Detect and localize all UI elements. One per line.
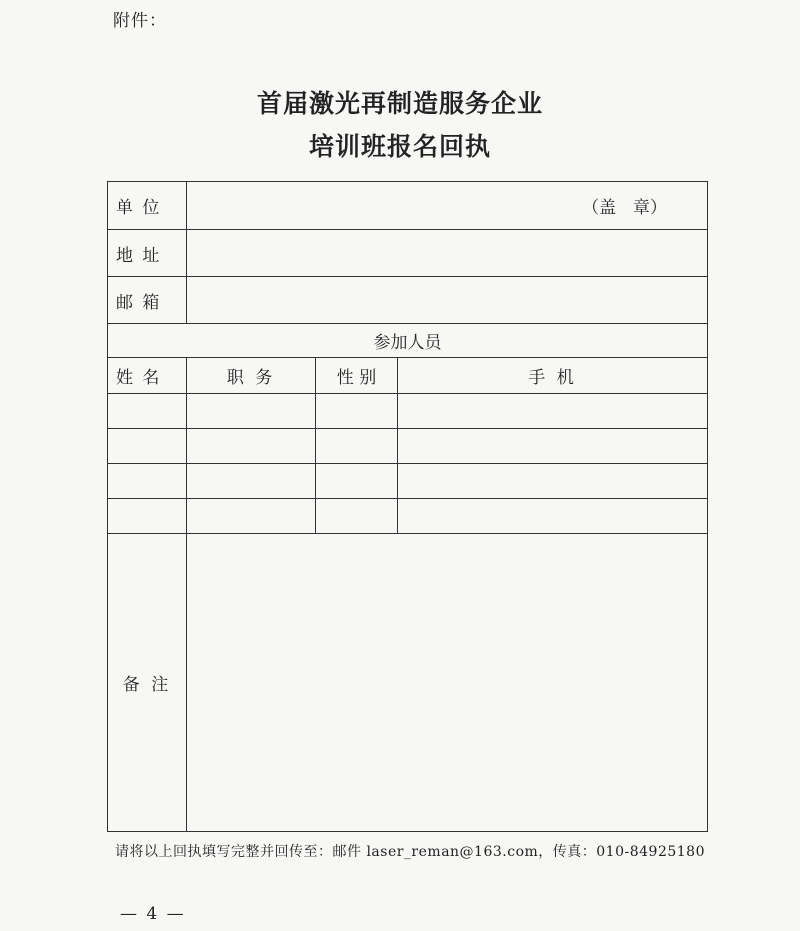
registration-form-table [107,181,708,832]
remarks-label: 备 注 [108,534,187,832]
submission-note: 请将以上回执填写完整并回传至：邮件 laser_reman@163.com，传真：010-84925180 [115,844,705,860]
address-row [108,230,708,277]
address-label: 地 址 [108,230,187,277]
postcode-label: 邮 箱 [108,277,187,324]
attachment-label: 附件： [113,11,167,31]
gender-cell[interactable] [316,499,398,534]
page-number: — 4 — [120,904,186,924]
name-cell[interactable] [108,499,187,534]
name-cell[interactable] [108,464,187,499]
participant-row [108,464,708,499]
mobile-cell[interactable] [398,464,708,499]
participant-row [108,499,708,534]
position-cell[interactable] [187,429,316,464]
position-cell[interactable] [187,499,316,534]
participant-row [108,429,708,464]
position-cell[interactable] [187,394,316,429]
mobile-cell[interactable] [398,394,708,429]
name-cell[interactable] [108,429,187,464]
column-position: 职 务 [187,358,316,394]
remarks-field[interactable] [187,534,708,832]
seal-note: （盖 章） [582,198,667,218]
column-name: 姓 名 [108,358,187,394]
mobile-cell[interactable] [398,499,708,534]
gender-cell[interactable] [316,429,398,464]
remarks-row [108,534,708,832]
position-cell[interactable] [187,464,316,499]
address-field[interactable] [187,230,708,277]
gender-cell[interactable] [316,464,398,499]
unit-field[interactable] [187,182,708,230]
participants-header-row [108,324,708,358]
unit-label: 单 位 [108,182,187,230]
form-title-line1: 首届激光再制造服务企业 [256,89,543,118]
mobile-cell[interactable] [398,429,708,464]
postcode-field[interactable] [187,277,708,324]
participant-row [108,394,708,429]
column-mobile: 手 机 [398,358,708,394]
name-cell[interactable] [108,394,187,429]
columns-header-row [108,358,708,394]
postcode-row [108,277,708,324]
gender-cell[interactable] [316,394,398,429]
participants-label: 参加人员 [108,324,708,358]
form-title-line2: 培训班报名回执 [308,132,491,161]
column-gender: 性 别 [316,358,398,394]
unit-row [108,182,708,230]
